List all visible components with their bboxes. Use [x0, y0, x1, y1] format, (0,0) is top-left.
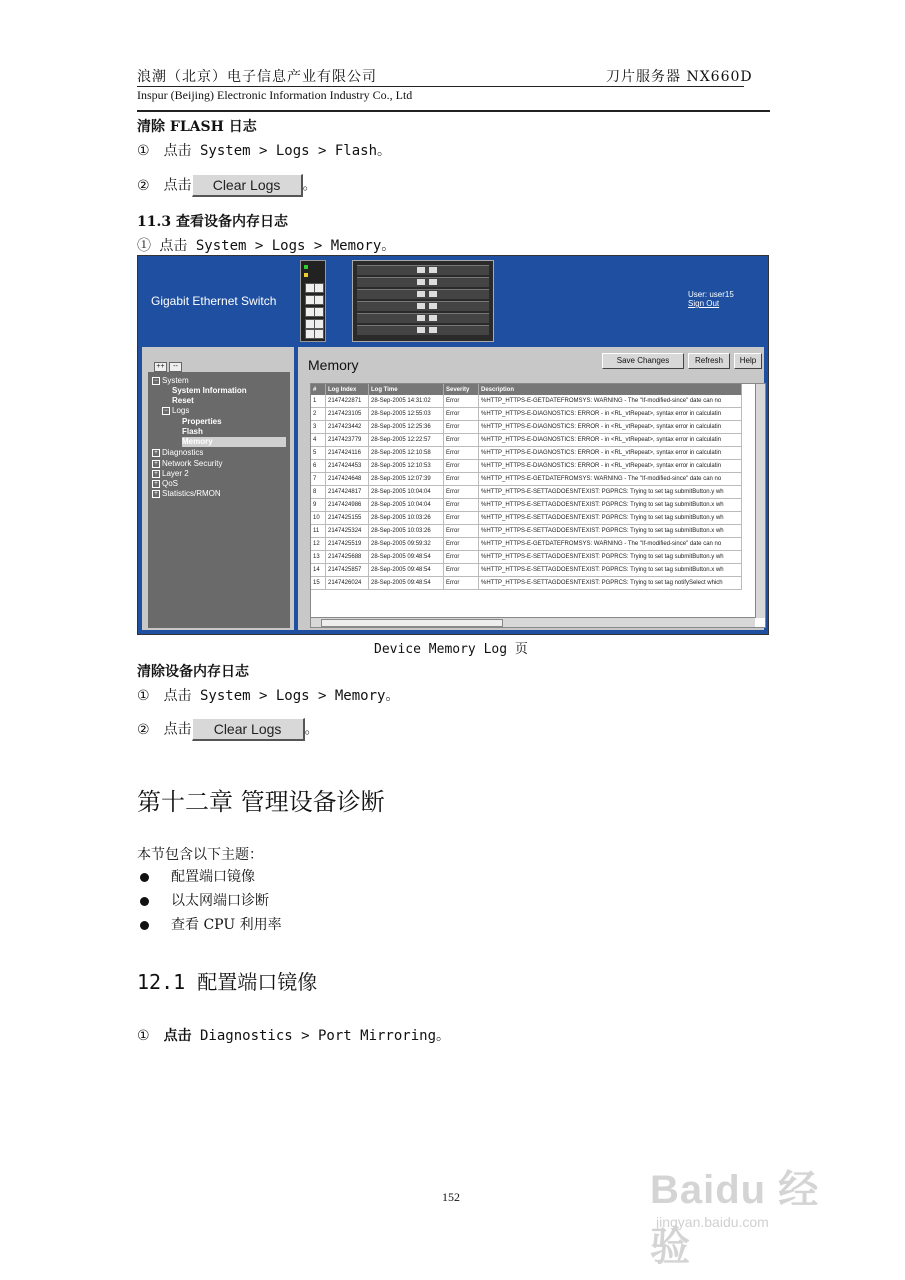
table-header-row — [311, 384, 742, 395]
step-number: ① — [137, 143, 150, 159]
user-info — [688, 290, 734, 308]
collapse-icon: − — [152, 377, 160, 385]
table-cell: %HTTP_HTTPS-E-GETDATEFROMSYS: WARNING - The "If-modified-since" date can no — [479, 538, 742, 551]
step-number: ② — [137, 721, 150, 738]
tree-item-properties[interactable]: Properties — [182, 417, 222, 426]
tree-item-qos[interactable]: + QoS — [152, 479, 178, 489]
tree-item-memory[interactable]: Memory — [182, 437, 286, 447]
tree-item-statistics[interactable]: + Statistics/RMON — [152, 489, 221, 499]
header-divider — [137, 86, 744, 87]
bullet-icon — [140, 897, 149, 906]
table-cell: 12 — [311, 538, 326, 551]
step-12-1-1 — [137, 1025, 450, 1045]
switch-header — [138, 256, 768, 343]
refresh-button[interactable]: Refresh — [688, 353, 730, 369]
table-cell: 3 — [311, 421, 326, 434]
table-row[interactable] — [311, 447, 742, 460]
table-row[interactable] — [311, 564, 742, 577]
page-title: Memory — [308, 357, 359, 373]
table-cell: Error — [444, 447, 479, 460]
table-cell: 2147424648 — [326, 473, 369, 486]
table-cell: 2147423442 — [326, 421, 369, 434]
chapter-intro: 本节包含以下主题： — [137, 847, 263, 863]
step-flash-1 — [137, 140, 391, 160]
table-cell: 7 — [311, 473, 326, 486]
table-cell: 11 — [311, 525, 326, 538]
tree-item-layer2[interactable]: + Layer 2 — [152, 469, 189, 479]
save-changes-button[interactable]: Save Changes — [602, 353, 684, 369]
table-cell: 28-Sep-2005 10:04:04 — [369, 486, 444, 499]
chapter-title: 第十二章 管理设备诊断 — [137, 788, 385, 816]
table-cell: %HTTP_HTTPS-E-DIAGNOSTICS: ERROR - in <RL_vtRepeat>, syntax error in calculatin — [479, 434, 742, 447]
memory-log-screenshot — [137, 255, 769, 635]
step-number: ① — [137, 688, 150, 704]
table-cell: 28-Sep-2005 10:03:26 — [369, 512, 444, 525]
step-text: Diagnostics > Port Mirroring。 — [200, 1028, 451, 1044]
table-cell: %HTTP_HTTPS-E-GETDATEFROMSYS: WARNING - The "If-modified-since" date can no — [479, 395, 742, 408]
table-cell: 2147426024 — [326, 577, 369, 590]
table-cell: Error — [444, 525, 479, 538]
collapse-icon: − — [162, 407, 170, 415]
tree-item-reset[interactable]: Reset — [172, 396, 194, 405]
tree-item-network-security[interactable]: + Network Security — [152, 459, 222, 469]
table-cell: 28-Sep-2005 09:59:32 — [369, 538, 444, 551]
step-tail: 。 — [304, 721, 319, 738]
expand-icon: + — [152, 449, 160, 457]
memory-log-table-container — [310, 383, 766, 628]
table-row[interactable] — [311, 434, 742, 447]
section-title-12-1: 12.1 配置端口镜像 — [137, 970, 318, 994]
table-cell: 28-Sep-2005 12:55:03 — [369, 408, 444, 421]
table-cell: 28-Sep-2005 09:48:54 — [369, 551, 444, 564]
tree-item-diagnostics[interactable]: + Diagnostics — [152, 448, 203, 458]
table-cell: 1 — [311, 395, 326, 408]
table-cell: Error — [444, 395, 479, 408]
table-cell: 2147425519 — [326, 538, 369, 551]
table-cell: %HTTP_HTTPS-E-SETTAGDOESNTEXIST: PGPRCS: Trying to set tag submitButton.x wh — [479, 564, 742, 577]
table-cell: 6 — [311, 460, 326, 473]
table-cell: Error — [444, 460, 479, 473]
table-cell: 2147425688 — [326, 551, 369, 564]
table-cell: 28-Sep-2005 12:07:39 — [369, 473, 444, 486]
table-cell: 28-Sep-2005 14:31:02 — [369, 395, 444, 408]
step-bold-text: 点击 — [163, 1028, 192, 1044]
table-cell: %HTTP_HTTPS-E-GETDATEFROMSYS: WARNING - The "If-modified-since" date can no — [479, 473, 742, 486]
table-cell: 28-Sep-2005 09:48:54 — [369, 577, 444, 590]
navigation-tree — [148, 372, 290, 628]
header-company-cn: 浪潮（北京）电子信息产业有限公司 — [137, 69, 377, 85]
table-cell: %HTTP_HTTPS-E-DIAGNOSTICS: ERROR - in <RL_vtRepeat>, syntax error in calculatin — [479, 460, 742, 473]
tree-item-logs[interactable]: − Logs — [162, 406, 189, 416]
table-row[interactable] — [311, 421, 742, 434]
table-cell: 5 — [311, 447, 326, 460]
expand-all-button[interactable]: ++ — [154, 362, 167, 372]
table-cell: Error — [444, 538, 479, 551]
tree-item-flash[interactable]: Flash — [182, 427, 203, 436]
step-flash-2 — [137, 174, 317, 197]
expand-icon: + — [152, 460, 160, 468]
watermark-url: jingyan.baidu.com — [656, 1214, 769, 1230]
table-cell: Error — [444, 434, 479, 447]
table-cell: 2 — [311, 408, 326, 421]
header-product: 刀片服务器 NX660D — [606, 69, 753, 85]
table-cell: %HTTP_HTTPS-E-SETTAGDOESNTEXIST: PGPRCS: Trying to set tag notifySelect which — [479, 577, 742, 590]
table-row[interactable] — [311, 525, 742, 538]
watermark-logo-text: Baidu 经验 — [650, 1168, 820, 1269]
table-row[interactable] — [311, 408, 742, 421]
table-cell: 28-Sep-2005 12:22:57 — [369, 434, 444, 447]
help-button[interactable]: Help — [734, 353, 762, 369]
collapse-all-button[interactable]: -- — [169, 362, 182, 372]
table-cell: 28-Sep-2005 12:10:53 — [369, 460, 444, 473]
table-body — [311, 395, 742, 590]
column-header[interactable]: Log Index — [326, 384, 369, 395]
step-text: 点击 — [163, 177, 192, 194]
step-text: 点击 System > Logs > Flash。 — [163, 143, 391, 159]
table-cell: %HTTP_HTTPS-E-SETTAGDOESNTEXIST: PGPRCS: Trying to set tag submitButton.x wh — [479, 525, 742, 538]
clear-logs-button[interactable]: Clear Logs — [192, 174, 303, 197]
step-11-3-1: ① 点击 System > Logs > Memory。 — [137, 238, 396, 254]
table-cell: 9 — [311, 499, 326, 512]
topic-list-item: 配置端口镜像 — [140, 866, 255, 886]
table-cell: 2147422871 — [326, 395, 369, 408]
table-cell: 2147424453 — [326, 460, 369, 473]
content-pane — [298, 347, 764, 630]
table-cell: 13 — [311, 551, 326, 564]
section-title-11-3: 11.3 查看设备内存日志 — [137, 214, 288, 230]
table-cell: %HTTP_HTTPS-E-DIAGNOSTICS: ERROR - in <RL_vtRepeat>, syntax error in calculatin — [479, 408, 742, 421]
table-cell: 2147424986 — [326, 499, 369, 512]
table-cell: 2147425324 — [326, 525, 369, 538]
table-row[interactable] — [311, 460, 742, 473]
table-cell: 28-Sep-2005 12:10:58 — [369, 447, 444, 460]
header-rule — [137, 110, 770, 112]
figure-caption: Device Memory Log 页 — [374, 642, 528, 657]
bullet-icon — [140, 873, 149, 882]
table-cell: Error — [444, 408, 479, 421]
table-cell: 28-Sep-2005 09:48:54 — [369, 564, 444, 577]
table-cell: 10 — [311, 512, 326, 525]
chassis-image — [352, 260, 494, 342]
navigation-pane — [142, 347, 294, 630]
section-title-clear-flash: 清除 FLASH 日志 — [137, 119, 257, 135]
switch-body — [138, 343, 768, 634]
column-header[interactable]: # — [311, 384, 326, 395]
table-row[interactable] — [311, 395, 742, 408]
table-cell: Error — [444, 499, 479, 512]
scroll-thumb[interactable] — [321, 619, 503, 627]
column-header[interactable]: Description — [479, 384, 742, 395]
step-number: ② — [137, 177, 150, 194]
table-cell: 8 — [311, 486, 326, 499]
brand-title: Gigabit Ethernet Switch — [151, 294, 277, 308]
table-row[interactable] — [311, 577, 742, 590]
table-cell: %HTTP_HTTPS-E-SETTAGDOESNTEXIST: PGPRCS: Trying to set tag submitButton.y wh — [479, 512, 742, 525]
step-number: ① — [137, 1028, 150, 1044]
page-number: 152 — [442, 1190, 460, 1204]
table-cell: 2147423105 — [326, 408, 369, 421]
table-cell: %HTTP_HTTPS-E-DIAGNOSTICS: ERROR - in <RL_vtRepeat>, syntax error in calculatin — [479, 421, 742, 434]
horizontal-scrollbar[interactable] — [311, 617, 755, 627]
table-cell: 4 — [311, 434, 326, 447]
table-cell: 28-Sep-2005 12:25:36 — [369, 421, 444, 434]
table-cell: Error — [444, 564, 479, 577]
table-cell: Error — [444, 512, 479, 525]
bullet-icon — [140, 921, 149, 930]
step-memory-1 — [137, 685, 399, 705]
table-cell: 2147424116 — [326, 447, 369, 460]
table-cell: 2147425857 — [326, 564, 369, 577]
vertical-scrollbar[interactable] — [755, 384, 765, 618]
table-cell: Error — [444, 551, 479, 564]
tree-item-system[interactable]: − System — [152, 376, 189, 386]
table-cell: Error — [444, 473, 479, 486]
table-cell: %HTTP_HTTPS-E-DIAGNOSTICS: ERROR - in <RL_vtRepeat>, syntax error in calculatin — [479, 447, 742, 460]
step-text: 点击 — [163, 721, 192, 738]
table-row[interactable] — [311, 512, 742, 525]
table-cell: 2147424817 — [326, 486, 369, 499]
table-row[interactable] — [311, 486, 742, 499]
expand-icon: + — [152, 470, 160, 478]
tree-item-system-information[interactable]: System Information — [172, 386, 247, 395]
table-cell: Error — [444, 486, 479, 499]
tree-controls — [154, 353, 184, 372]
table-cell: %HTTP_HTTPS-E-SETTAGDOESNTEXIST: PGPRCS: Trying to set tag submitButton.x wh — [479, 499, 742, 512]
header-company-en: Inspur (Beijing) Electronic Information Industry Co., Ltd — [137, 88, 413, 102]
table-cell: %HTTP_HTTPS-E-SETTAGDOESNTEXIST: PGPRCS: Trying to set tag submitButton.y wh — [479, 486, 742, 499]
topic-list-item: 查看 CPU 利用率 — [140, 914, 282, 934]
table-cell: Error — [444, 421, 479, 434]
user-label: User: user15 — [688, 290, 734, 299]
section-title-clear-memory: 清除设备内存日志 — [137, 664, 249, 680]
step-tail: 。 — [302, 177, 317, 194]
baidu-watermark — [640, 1148, 860, 1269]
table-cell: 28-Sep-2005 10:03:26 — [369, 525, 444, 538]
sign-out-link[interactable]: Sign Out — [688, 299, 720, 308]
table-cell: 15 — [311, 577, 326, 590]
column-header[interactable]: Severity — [444, 384, 479, 395]
table-cell: 2147425155 — [326, 512, 369, 525]
table-row[interactable] — [311, 473, 742, 486]
expand-icon: + — [152, 490, 160, 498]
port-panel-image — [300, 260, 326, 342]
table-row[interactable] — [311, 551, 742, 564]
table-cell: 28-Sep-2005 10:04:04 — [369, 499, 444, 512]
table-cell: 2147423779 — [326, 434, 369, 447]
table-cell: 14 — [311, 564, 326, 577]
column-header[interactable]: Log Time — [369, 384, 444, 395]
table-cell: %HTTP_HTTPS-E-SETTAGDOESNTEXIST: PGPRCS: Trying to set tag submitButton.y wh — [479, 551, 742, 564]
table-row[interactable] — [311, 538, 742, 551]
expand-icon: + — [152, 480, 160, 488]
table-cell: Error — [444, 577, 479, 590]
step-memory-2 — [137, 718, 319, 741]
step-text: 点击 System > Logs > Memory。 — [163, 688, 400, 704]
memory-log-table — [311, 384, 742, 590]
topic-list-item: 以太网端口诊断 — [140, 890, 269, 910]
clear-logs-button[interactable]: Clear Logs — [192, 718, 305, 741]
table-row[interactable] — [311, 499, 742, 512]
